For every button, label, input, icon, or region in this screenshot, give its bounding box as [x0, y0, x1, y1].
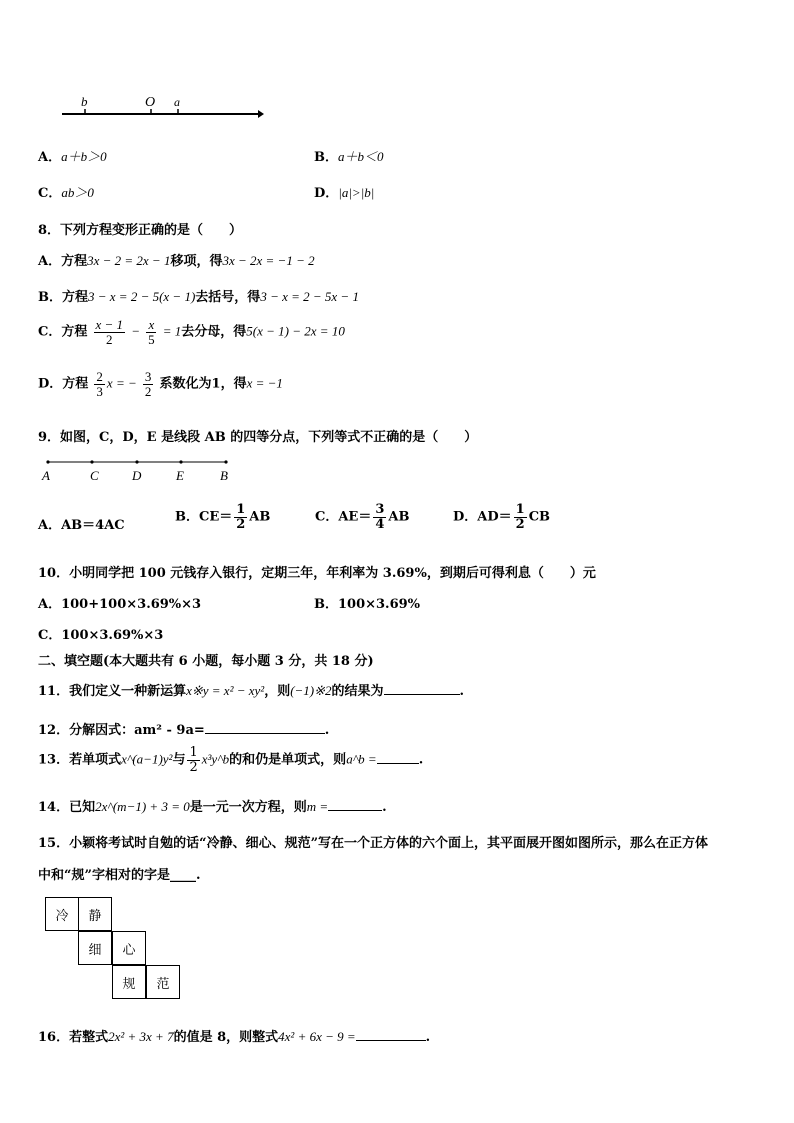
q11: [38, 680, 464, 699]
q7-option-a: [38, 146, 107, 165]
denominator: 2: [236, 516, 246, 532]
formula: (−1)※2: [290, 683, 332, 698]
fraction: [514, 503, 527, 531]
option-mid: 系数化为1，得: [159, 376, 247, 392]
option-label: C．AE＝: [315, 509, 372, 525]
denominator: 2: [144, 383, 152, 399]
label-c: C: [90, 468, 99, 483]
fraction: [146, 318, 157, 346]
question-text: 16．若整式: [38, 1030, 109, 1045]
number-line-q7: [58, 92, 268, 122]
formula: x※y = x² − xy²: [186, 683, 265, 698]
answer-blank: [205, 721, 325, 734]
denominator: 3: [96, 383, 103, 399]
q9-option-d: [453, 503, 550, 531]
equation: 3x − 2x = −1 − 2: [222, 253, 315, 268]
option-letter: C．: [38, 186, 62, 201]
net-cell-xi: 细: [78, 931, 112, 965]
formula: m =: [306, 799, 329, 814]
question-text: .: [324, 723, 330, 738]
segment-ab-figure: [38, 456, 238, 486]
option-label: D．AD＝: [453, 509, 512, 525]
equation: 5(x − 1) − 2x = 10: [246, 323, 345, 339]
question-text: 的结果为: [331, 684, 384, 699]
q13: [38, 746, 423, 774]
net-cell-leng: 冷: [45, 897, 79, 931]
denominator: 2: [106, 331, 113, 347]
equation: 3 − x = 2 − 5(x − 1): [88, 289, 196, 304]
numerator: 3: [144, 369, 152, 384]
q8-option-d: [38, 370, 283, 398]
answer-blank: [384, 682, 460, 695]
option-text: a＋b＜0: [338, 149, 384, 164]
fraction: [94, 370, 105, 398]
fraction: [234, 503, 247, 531]
q7-option-c: [38, 182, 94, 201]
option-text: ab＞0: [61, 185, 94, 200]
question-text: 13．若单项式: [38, 752, 122, 768]
option-letter: B．: [314, 150, 338, 165]
q12: [38, 719, 329, 738]
answer-blank: [356, 1028, 426, 1041]
q15-line2: 中和“规”字相对的字是____.: [38, 868, 201, 883]
q9-option-b: [175, 503, 270, 531]
q15-line1: 15．小颖将考试时自勉的话“冷静、细心、规范”写在一个正方体的六个面上，其平面展开图如图所示，那么在正方体: [38, 836, 709, 851]
question-text: 11．我们定义一种新运算: [38, 684, 187, 699]
label-d: D: [132, 468, 142, 483]
section-heading: 二、填空题(本大题共有 6 小题，每小题 3 分，共 18 分): [38, 654, 374, 669]
point-e: [179, 460, 182, 463]
label-a: a: [174, 95, 180, 109]
numerator: 3: [375, 502, 385, 517]
denominator: 5: [148, 331, 155, 347]
question-text: 的值是 8，则整式: [173, 1030, 279, 1045]
question-text: .: [382, 800, 387, 815]
q10-stem: 10．小明同学把 100 元钱存入银行，定期三年，年利率为 3.69%，到期后可得利息（ ）元: [38, 566, 596, 581]
fraction: [94, 318, 126, 346]
point-a: [46, 460, 49, 463]
question-text: 的和仍是单项式，则: [229, 752, 347, 768]
numerator: x − 1: [95, 317, 124, 332]
expression: 4x² + 6x − 9 =: [278, 1029, 356, 1044]
numerator: 1: [236, 502, 246, 517]
q9-option-c: [315, 503, 409, 531]
net-cell-fan: 范: [146, 965, 180, 999]
numerator: 1: [189, 745, 198, 760]
option-post: CB: [528, 509, 551, 525]
expression: 2x² + 3x + 7: [108, 1029, 174, 1044]
fraction: [373, 503, 386, 531]
label-b: b: [81, 94, 88, 109]
monomial: x^(a−1)y²: [121, 751, 173, 767]
equation: 3 − x = 2 − 5x − 1: [260, 289, 359, 304]
fraction: [187, 746, 199, 774]
number-line-q7-svg: [58, 92, 268, 122]
operator: −: [131, 323, 140, 339]
fraction: [143, 370, 154, 398]
equation: x = −1: [246, 375, 283, 391]
label-b: B: [220, 468, 228, 483]
q10-option-c: C．100×3.69%×3: [38, 628, 164, 643]
answer-blank: [328, 798, 382, 811]
q16: [38, 1026, 430, 1045]
option-label: D．方程: [38, 376, 89, 392]
option-letter: D．: [314, 186, 339, 201]
question-text: .: [459, 684, 465, 699]
q9-stem: 9．如图，C，D，E 是线段 AB 的四等分点，下列等式不正确的是（ ）: [38, 430, 478, 445]
q9-option-a: A．AB＝4AC: [38, 518, 125, 533]
formula: a^b =: [346, 751, 377, 767]
point-c: [90, 460, 93, 463]
label-a: A: [42, 468, 50, 483]
q8-option-b: [38, 286, 359, 305]
denominator: 4: [375, 516, 385, 532]
option-label: B．CE＝: [175, 509, 233, 525]
monomial: x³y^b: [201, 751, 230, 767]
net-cell-xin: 心: [112, 931, 146, 965]
question-text: .: [418, 752, 424, 768]
segment-ab-svg: [38, 456, 238, 486]
option-text: a＋b＞0: [61, 149, 107, 164]
question-text: ，则: [264, 684, 291, 699]
option-text: |a|>|b|: [338, 185, 375, 200]
answer-blank: [377, 751, 419, 764]
question-text: 与: [172, 752, 186, 768]
net-cell-gui: 规: [112, 965, 146, 999]
q7-option-d: [314, 182, 374, 201]
q10-option-a: A．100+100×3.69%×3: [38, 597, 202, 612]
label-o: O: [145, 95, 156, 110]
numerator: 1: [515, 502, 525, 517]
numerator: x: [148, 317, 155, 332]
question-text: 12．分解因式：am² - 9a=: [38, 723, 205, 738]
equation: 3x − 2 = 2x − 1: [87, 253, 171, 268]
numerator: 2: [96, 369, 103, 384]
option-label: A．方程: [38, 254, 88, 269]
label-e: E: [176, 468, 184, 483]
denominator: 2: [515, 516, 525, 532]
net-cell-jing: 静: [78, 897, 112, 931]
q7-option-b: [314, 146, 384, 165]
point-b: [224, 460, 227, 463]
option-mid: 去括号，得: [195, 290, 261, 305]
point-d: [135, 460, 138, 463]
q8-option-c: [38, 318, 345, 346]
question-text: 是一元一次方程，则: [189, 800, 307, 815]
equation: x = −: [106, 375, 137, 391]
denominator: 2: [189, 759, 198, 775]
q14: [38, 796, 387, 815]
arrow-head-icon: [258, 110, 264, 118]
q8-stem: 8．下列方程变形正确的是（ ）: [38, 223, 243, 238]
option-post: AB: [249, 509, 271, 525]
equation: = 1: [162, 323, 182, 339]
question-text: .: [425, 1030, 431, 1045]
q8-option-a: [38, 250, 315, 269]
question-text: 14．已知: [38, 800, 96, 815]
equation: 2x^(m−1) + 3 = 0: [95, 799, 190, 814]
option-mid: 去分母，得: [181, 324, 247, 340]
option-label: C．方程: [38, 324, 88, 340]
option-letter: A．: [38, 150, 62, 165]
q10-option-b: B．100×3.69%: [314, 597, 421, 612]
option-post: AB: [388, 509, 410, 525]
option-mid: 移项，得: [170, 254, 223, 269]
option-label: B．方程: [38, 290, 88, 305]
